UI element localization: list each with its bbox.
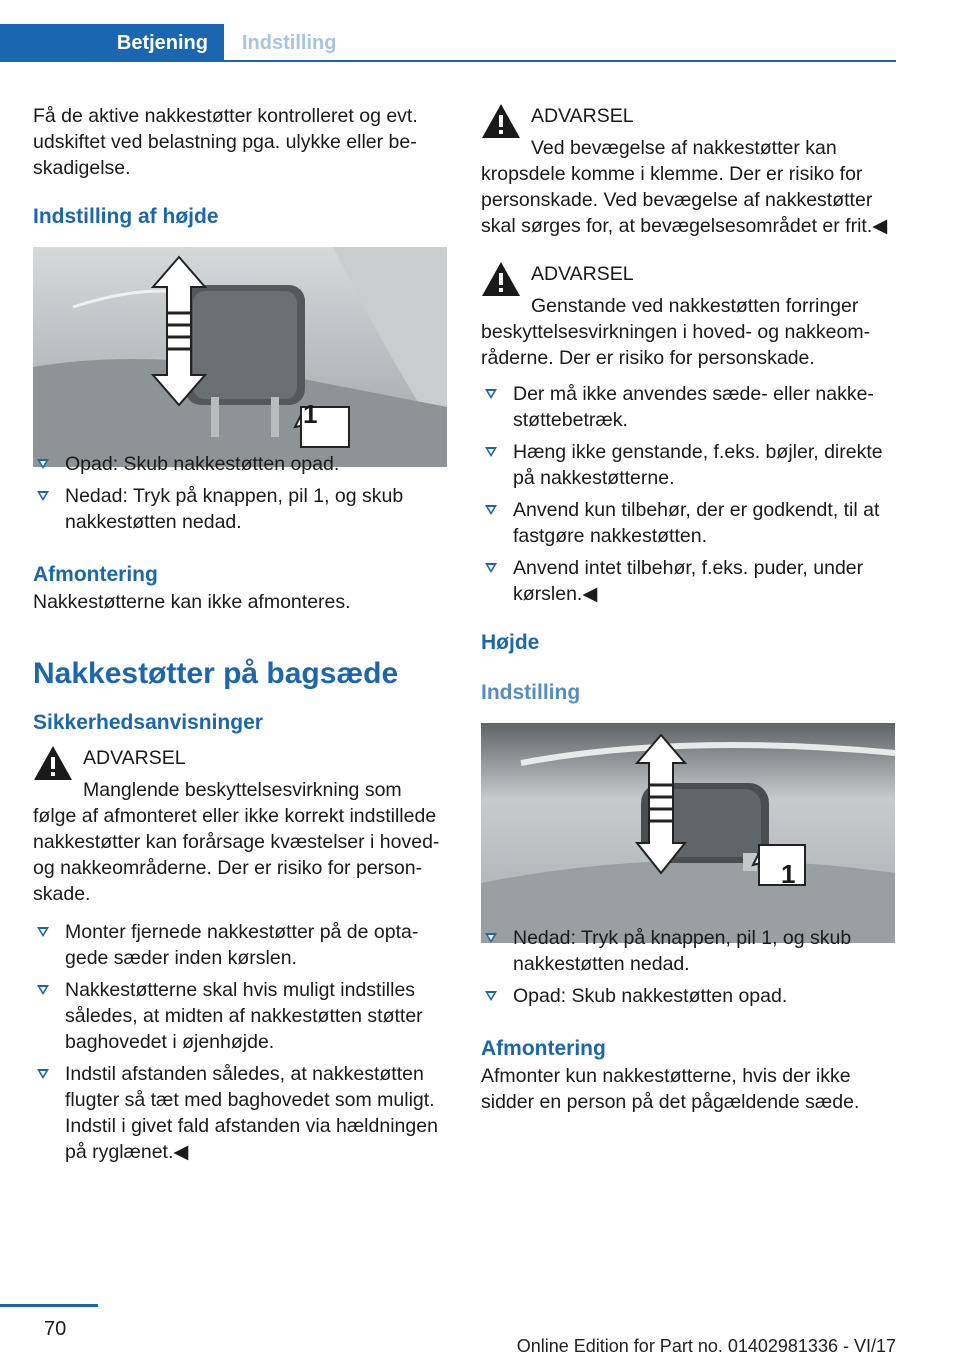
tab-betjening[interactable]: Betjening (0, 24, 224, 62)
triangle-bullet-icon (485, 505, 497, 515)
heading-adjust: Indstilling (481, 681, 581, 704)
left-column (33, 103, 449, 1171)
list-item: Monter fjernede nakkestøtter på de optagede sæder inden kørslen. (33, 919, 449, 971)
safety-list (33, 919, 449, 1165)
list-item: Nedad: Tryk på knappen, pil 1, og skub nakkestøtten nedad. (33, 483, 449, 535)
accessory-list (481, 381, 897, 607)
warning-block (481, 103, 897, 239)
warning-title: ADVARSEL (531, 263, 634, 285)
warning-block (481, 261, 897, 371)
headrest-front-illustration (33, 247, 447, 467)
footer-rule (0, 1304, 98, 1307)
list-item: Opad: Skub nakkestøtten opad. (481, 983, 897, 1009)
triangle-bullet-icon (37, 459, 49, 469)
heading-safety: Sikkerhedsanvisninger (33, 711, 263, 734)
warning-block (33, 745, 449, 907)
warning-first-line: Genstande ved nakkestøtten forringer (531, 295, 859, 317)
triangle-bullet-icon (485, 991, 497, 1001)
warning-title: ADVARSEL (83, 747, 186, 769)
list-item: Opad: Skub nakkestøtten opad. (33, 451, 449, 477)
heading-rear-headrests: Nakkestøtter på bagsæde (33, 657, 399, 690)
page-number: 70 (44, 1318, 67, 1340)
heading-height: Højde (481, 631, 540, 654)
heading-removal-rear: Afmontering (481, 1037, 606, 1060)
heading-removal: Afmontering (33, 563, 158, 586)
callout-1-front: 1 (303, 399, 318, 429)
triangle-bullet-icon (37, 985, 49, 995)
height-steps-rear (481, 925, 897, 1009)
triangle-bullet-icon (485, 447, 497, 457)
callout-1-rear: 1 (781, 859, 796, 889)
triangle-bullet-icon (37, 927, 49, 937)
intro-text: Få de aktive nakkestøtter kontrolleret og evt. udskiftet ved belastning pga. ulykke eller beskadigelse. (33, 105, 418, 179)
edition-footer: Online Edition for Part no. 01402981336 - VI/17 (516, 1336, 896, 1356)
list-item: Anvend kun tilbehør, der er godkendt, til at fastgøre nakkestøtten. (481, 497, 897, 549)
removal-text: Nakkestøtterne kan ikke afmonteres. (33, 591, 351, 613)
triangle-bullet-icon (485, 389, 497, 399)
headrest-rear-photo (481, 723, 895, 943)
height-steps-front (33, 451, 449, 535)
headrest-rear-illustration (481, 723, 895, 943)
tab-indstilling[interactable]: Indstilling (242, 31, 337, 54)
warning-first-line: Ved bevægelse af nakkestøtter kan (531, 137, 837, 159)
headrest-front-photo (33, 247, 447, 467)
list-item: Indstil afstanden således, at nakkestøtten flugter så tæt med baghovedet som muligt. Indstil i givet fald afstanden via hældningen på ryglænet.◀ (33, 1061, 449, 1165)
triangle-bullet-icon (485, 563, 497, 573)
warning-title: ADVARSEL (531, 105, 634, 127)
heading-height-adjust: Indstilling af højde (33, 205, 219, 228)
list-item: Nakkestøtterne skal hvis muligt indstilles således, at midten af nakkestøtten støtter baghovedet i øjenhøjde. (33, 977, 449, 1055)
triangle-bullet-icon (37, 1069, 49, 1079)
warning-triangle-icon (481, 261, 521, 297)
warning-triangle-icon (33, 745, 73, 781)
header-rule (224, 60, 896, 62)
right-column (481, 103, 897, 1115)
warning-body: beskyttelsesvirkningen i hoved- og nakkeområderne. Der er risiko for personskade. (481, 321, 871, 369)
triangle-bullet-icon (37, 491, 49, 501)
list-item: Der må ikke anvendes sæde- eller nakkestøttebetræk. (481, 381, 897, 433)
removal-text-rear: Afmonter kun nakkestøtterne, hvis der ikke sidder en person på det pågældende sæde. (481, 1065, 860, 1113)
list-item: Hæng ikke genstande, f.eks. bøjler, direkte på nakkestøtterne. (481, 439, 897, 491)
triangle-bullet-icon (485, 933, 497, 943)
warning-first-line: Manglende beskyttelsesvirkning som (83, 779, 402, 801)
warning-body: kropsdele komme i klemme. Der er risiko for personskade. Ved bevægelse af nakkestøtter skal sørges for, at bevægelsesområdet er frit.◀ (481, 163, 888, 237)
warning-triangle-icon (481, 103, 521, 139)
list-item: Nedad: Tryk på knappen, pil 1, og skub nakkestøtten nedad. (481, 925, 897, 977)
list-item: Anvend intet tilbehør, f.eks. puder, under kørslen.◀ (481, 555, 897, 607)
warning-body: følge af afmonteret eller ikke korrekt indstillede nakkestøtter kan forårsage kvæstelser i hoved- og nakkeområderne. Der er risiko for personskade. (33, 805, 440, 905)
